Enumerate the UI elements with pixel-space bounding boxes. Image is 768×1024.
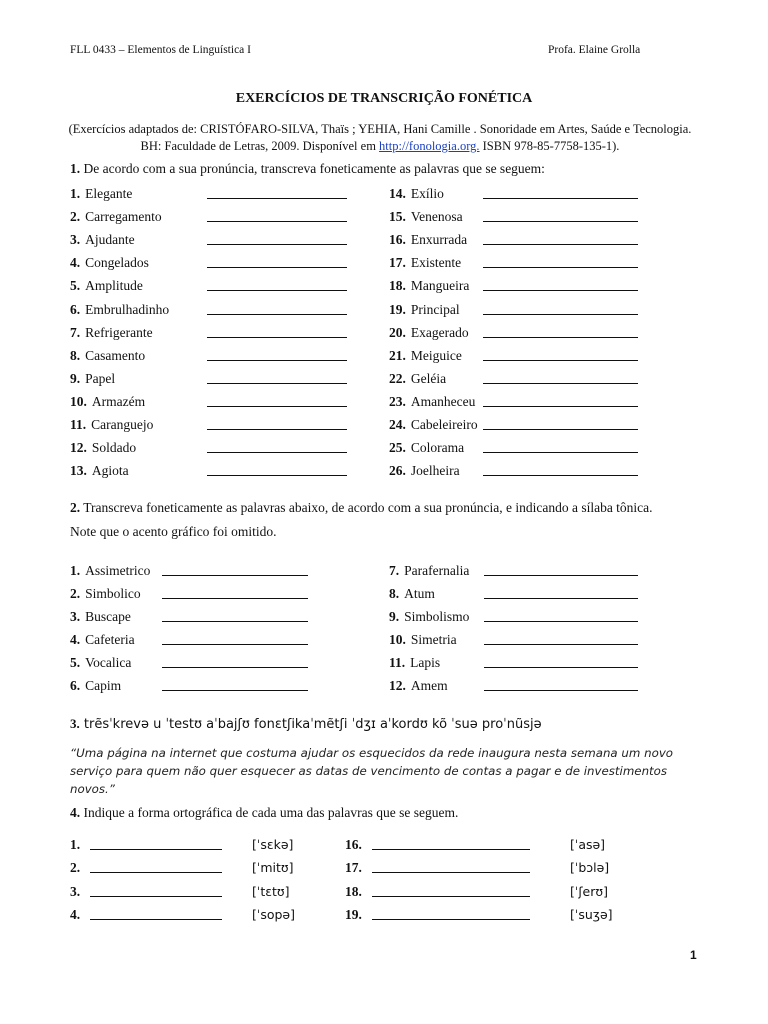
item-word: Amplitude: [85, 278, 143, 294]
q2-prompt-text: Transcreva foneticamente as palavras abaixo, de acordo com a sua pronúncia, e indicando a sílaba tônica.: [83, 500, 653, 515]
item-number: 5.: [70, 278, 81, 294]
item-word: Colorama: [410, 440, 465, 456]
item-number: 20.: [389, 324, 406, 340]
item-word: Mangueira: [410, 278, 470, 294]
item-word: Caranguejo: [91, 417, 154, 432]
item-number: 19.: [389, 301, 406, 317]
item-word: Simbolismo: [404, 609, 470, 624]
item-number: 4.: [70, 906, 81, 922]
answer-blank[interactable]: [483, 438, 638, 453]
item-word: Refrigerante: [85, 324, 153, 340]
answer-blank[interactable]: [484, 584, 638, 599]
answer-blank[interactable]: [90, 905, 222, 920]
item-transcription: [ˈtɛtʊ]: [252, 883, 290, 899]
q3-ipa-line: [70, 716, 542, 732]
item-word: Cafeteria: [85, 632, 135, 647]
item-number: 2.: [70, 586, 81, 601]
item-number: 7.: [70, 324, 81, 340]
item-number: 13.: [70, 463, 87, 479]
q1-list-item: [70, 392, 145, 412]
page-title: EXERCÍCIOS DE TRANSCRIÇÃO FONÉTICA: [235, 91, 533, 106]
item-word: Soldado: [91, 440, 137, 456]
q1-list-item: [389, 300, 460, 320]
reference-text-before: (Exercícios adaptados de: CRISTÓFARO-SILVA, Thaïs ; YEHIA, Hani Camille . Sonoridade em Artes, Saúde e Tecnologia. BH: Faculdade de Letras, 2009. Disponível em: [68, 122, 692, 153]
answer-blank[interactable]: [483, 392, 638, 407]
item-word: Cabeleireiro: [410, 417, 478, 432]
answer-blank[interactable]: [207, 461, 347, 476]
q4-list-item: [345, 858, 362, 878]
item-number: 12.: [389, 678, 406, 693]
answer-blank[interactable]: [162, 676, 308, 691]
answer-blank[interactable]: [207, 300, 347, 315]
item-word: Enxurrada: [410, 232, 468, 248]
item-number: 10.: [389, 632, 406, 647]
q2-list-item: [70, 607, 131, 627]
answer-blank[interactable]: [207, 369, 347, 384]
answer-blank[interactable]: [483, 346, 638, 361]
item-word: Armazém: [91, 393, 146, 409]
item-word: Papel: [85, 370, 116, 386]
item-word: Carregamento: [85, 209, 162, 225]
q2-list-item: [389, 561, 469, 581]
answer-blank[interactable]: [207, 323, 347, 338]
item-number: 21.: [389, 347, 406, 363]
reference-citation: [60, 121, 700, 155]
reference-link[interactable]: http://fonologia.org.: [379, 139, 480, 153]
item-number: 23.: [389, 393, 406, 409]
item-number: 19.: [345, 906, 362, 922]
item-word: Capim: [85, 678, 122, 693]
item-word: Simbolico: [85, 586, 141, 601]
item-number: 25.: [389, 440, 406, 456]
item-word: Existente: [410, 255, 462, 271]
q4-list-item: [345, 905, 362, 925]
item-number: 2.: [70, 209, 81, 225]
q2-list-item: [389, 630, 457, 650]
item-number: 6.: [70, 301, 81, 317]
q1-list-item: [70, 346, 145, 366]
item-number: 24.: [389, 417, 406, 432]
item-word: Casamento: [85, 347, 146, 363]
item-word: Vocalica: [85, 655, 132, 670]
q2-list-item: [70, 584, 141, 604]
answer-blank[interactable]: [483, 184, 638, 199]
item-transcription: [ˈsɛkə]: [252, 837, 294, 852]
item-number: 15.: [389, 209, 406, 225]
professor-header: Profa. Elaine Grolla: [548, 44, 641, 56]
q3-ipa-text: trẽsˈkrevə u ˈtestʊ aˈbajʃʊ fonɛtʃikaˈmẽtʃi ˈdʒɪ aˈkordʊ kõ ˈsuə proˈnũsjə: [83, 717, 542, 732]
item-word: Joelheira: [410, 463, 460, 479]
answer-blank[interactable]: [207, 346, 347, 361]
item-number: 22.: [389, 370, 406, 386]
item-transcription: [ˈasə]: [570, 837, 606, 852]
item-word: Exagerado: [410, 324, 469, 340]
item-word: Exílio: [410, 186, 444, 201]
q1-list-item: [70, 369, 115, 389]
item-word: Embrulhadinho: [85, 301, 170, 317]
answer-blank[interactable]: [483, 369, 638, 384]
item-word: Amanheceu: [410, 393, 476, 409]
item-transcription: [ˈbɔlə]: [570, 860, 610, 876]
item-word: Simetria: [410, 632, 457, 647]
item-number: 18.: [389, 278, 406, 294]
answer-blank[interactable]: [162, 653, 308, 668]
q2-list-item: [70, 676, 121, 696]
item-number: 26.: [389, 463, 406, 479]
item-number: 1.: [70, 837, 81, 852]
q1-list-item: [389, 253, 461, 273]
item-number: 5.: [70, 655, 81, 670]
item-number: 9.: [70, 370, 81, 386]
item-transcription: [ˈʃerʊ]: [570, 883, 608, 899]
q4-list-item: [70, 835, 80, 855]
item-number: 16.: [345, 837, 362, 852]
item-number: 12.: [70, 440, 87, 456]
answer-blank[interactable]: [162, 607, 308, 622]
item-word: Venenosa: [410, 209, 463, 225]
answer-blank[interactable]: [372, 882, 530, 897]
q1-list-item: [389, 438, 464, 458]
answer-blank[interactable]: [372, 858, 530, 873]
q2-list-item: [389, 676, 448, 696]
q1-list-item: [389, 415, 478, 435]
item-number: 3.: [70, 232, 81, 248]
item-number: 2.: [70, 860, 81, 876]
answer-blank[interactable]: [90, 858, 222, 873]
q2-list-item: [389, 584, 435, 604]
q4-list-item: [345, 882, 362, 902]
item-number: 14.: [389, 186, 406, 201]
item-number: 1.: [70, 563, 81, 578]
answer-blank[interactable]: [162, 630, 308, 645]
q1-list-item: [70, 253, 149, 273]
item-word: Parafernalia: [404, 563, 470, 578]
answer-blank[interactable]: [372, 905, 530, 920]
q4-list-item: [345, 835, 362, 855]
answer-blank[interactable]: [483, 461, 638, 476]
q1-list-item: [70, 323, 153, 343]
item-number: 3.: [70, 609, 81, 624]
answer-blank[interactable]: [483, 230, 638, 245]
answer-blank[interactable]: [484, 676, 638, 691]
item-number: 4.: [70, 255, 81, 271]
q1-list-item: [389, 346, 462, 366]
item-word: Principal: [410, 301, 460, 317]
q1-prompt-text: De acordo com a sua pronúncia, transcreva foneticamente as palavras que se seguem:: [83, 161, 545, 176]
q1-list-item: [70, 207, 162, 227]
q1-list-item: [70, 230, 135, 250]
answer-blank[interactable]: [484, 607, 638, 622]
q3-number: 3.: [70, 716, 80, 731]
answer-blank[interactable]: [207, 415, 347, 430]
answer-blank[interactable]: [162, 561, 308, 576]
q1-list-item: [389, 392, 475, 412]
q1-list-item: [389, 276, 469, 296]
q2-list-item: [389, 607, 469, 627]
reference-text-after: ISBN 978-85-7758-135-1).: [479, 139, 620, 153]
q1-list-item: [70, 184, 132, 204]
q2-list-item: [389, 653, 440, 673]
item-word: Atum: [404, 586, 435, 601]
item-number: 6.: [70, 678, 81, 693]
item-number: 11.: [389, 655, 406, 670]
course-header: FLL 0433 – Elementos de Linguística I: [70, 44, 251, 56]
item-number: 8.: [70, 347, 81, 363]
item-number: 9.: [389, 609, 400, 624]
q1-list-item: [389, 461, 460, 481]
q1-list-item: [389, 230, 467, 250]
q1-prompt: [70, 161, 545, 177]
q1-list-item: [70, 461, 129, 481]
page-number: 1: [690, 948, 697, 962]
answer-blank[interactable]: [207, 230, 347, 245]
item-transcription: [ˈmitʊ]: [252, 860, 294, 876]
item-transcription: [ˈsopə]: [252, 906, 295, 922]
q1-list-item: [70, 415, 153, 435]
item-number: 17.: [345, 860, 362, 876]
q1-list-item: [70, 300, 169, 320]
answer-blank[interactable]: [207, 392, 347, 407]
answer-blank[interactable]: [207, 438, 347, 453]
q1-list-item: [70, 438, 136, 458]
q2-list-item: [70, 630, 135, 650]
item-word: Amem: [410, 678, 448, 693]
q2-note: Note que o acento gráfico foi omitido.: [70, 524, 277, 539]
answer-blank[interactable]: [162, 584, 308, 599]
q1-list-item: [389, 369, 446, 389]
answer-blank[interactable]: [484, 630, 638, 645]
answer-blank[interactable]: [207, 253, 347, 268]
item-number: 17.: [389, 255, 406, 271]
item-number: 7.: [389, 563, 400, 578]
q1-list-item: [70, 276, 143, 296]
q1-number: 1.: [70, 161, 81, 176]
item-word: Geléia: [410, 370, 447, 386]
answer-blank[interactable]: [207, 276, 347, 291]
item-word: Assimetrico: [85, 563, 151, 578]
answer-blank[interactable]: [483, 415, 638, 430]
item-word: Meiguice: [410, 347, 462, 363]
item-number: 16.: [389, 232, 406, 248]
item-word: Agiota: [91, 463, 129, 479]
item-number: 4.: [70, 632, 81, 647]
item-number: 8.: [389, 586, 400, 601]
answer-blank[interactable]: [207, 207, 347, 222]
answer-blank[interactable]: [484, 653, 638, 668]
q2-list-item: [70, 561, 150, 581]
item-number: 1.: [70, 186, 81, 201]
answer-blank[interactable]: [483, 253, 638, 268]
q4-number: 4.: [70, 805, 81, 820]
item-number: 18.: [345, 883, 362, 899]
answer-blank[interactable]: [484, 561, 638, 576]
item-transcription: [ˈsuʒə]: [570, 906, 613, 922]
answer-blank[interactable]: [207, 184, 347, 199]
q4-prompt-text: Indique a forma ortográfica de cada uma das palavras que se seguem.: [83, 805, 459, 820]
answer-blank[interactable]: [483, 323, 638, 338]
q1-list-item: [389, 207, 463, 227]
answer-blank[interactable]: [90, 882, 222, 897]
q4-list-item: [70, 882, 80, 902]
answer-blank[interactable]: [372, 835, 530, 850]
answer-blank[interactable]: [483, 300, 638, 315]
q1-list-item: [389, 184, 444, 204]
answer-blank[interactable]: [483, 276, 638, 291]
q4-list-item: [70, 858, 80, 878]
item-number: 10.: [70, 393, 87, 409]
item-word: Ajudante: [85, 232, 135, 248]
q1-list-item: [389, 323, 469, 343]
item-number: 11.: [70, 417, 87, 432]
q4-list-item: [70, 905, 80, 925]
item-word: Lapis: [410, 655, 441, 670]
q2-prompt: [70, 500, 653, 516]
item-number: 3.: [70, 883, 81, 899]
q4-prompt: [70, 805, 458, 821]
item-word: Elegante: [85, 186, 133, 201]
q3-quote: “Uma página na internet que costuma ajudar os esquecidos da rede inaugura nesta semana um novo serviço para quem não quer esquecer as datas de vencimento de contas a pagar e de investimentos novos.”: [70, 746, 674, 796]
item-word: Buscape: [85, 609, 131, 624]
q2-list-item: [70, 653, 131, 673]
item-word: Congelados: [85, 255, 149, 271]
q2-number: 2.: [70, 500, 81, 515]
answer-blank[interactable]: [483, 207, 638, 222]
answer-blank[interactable]: [90, 835, 222, 850]
